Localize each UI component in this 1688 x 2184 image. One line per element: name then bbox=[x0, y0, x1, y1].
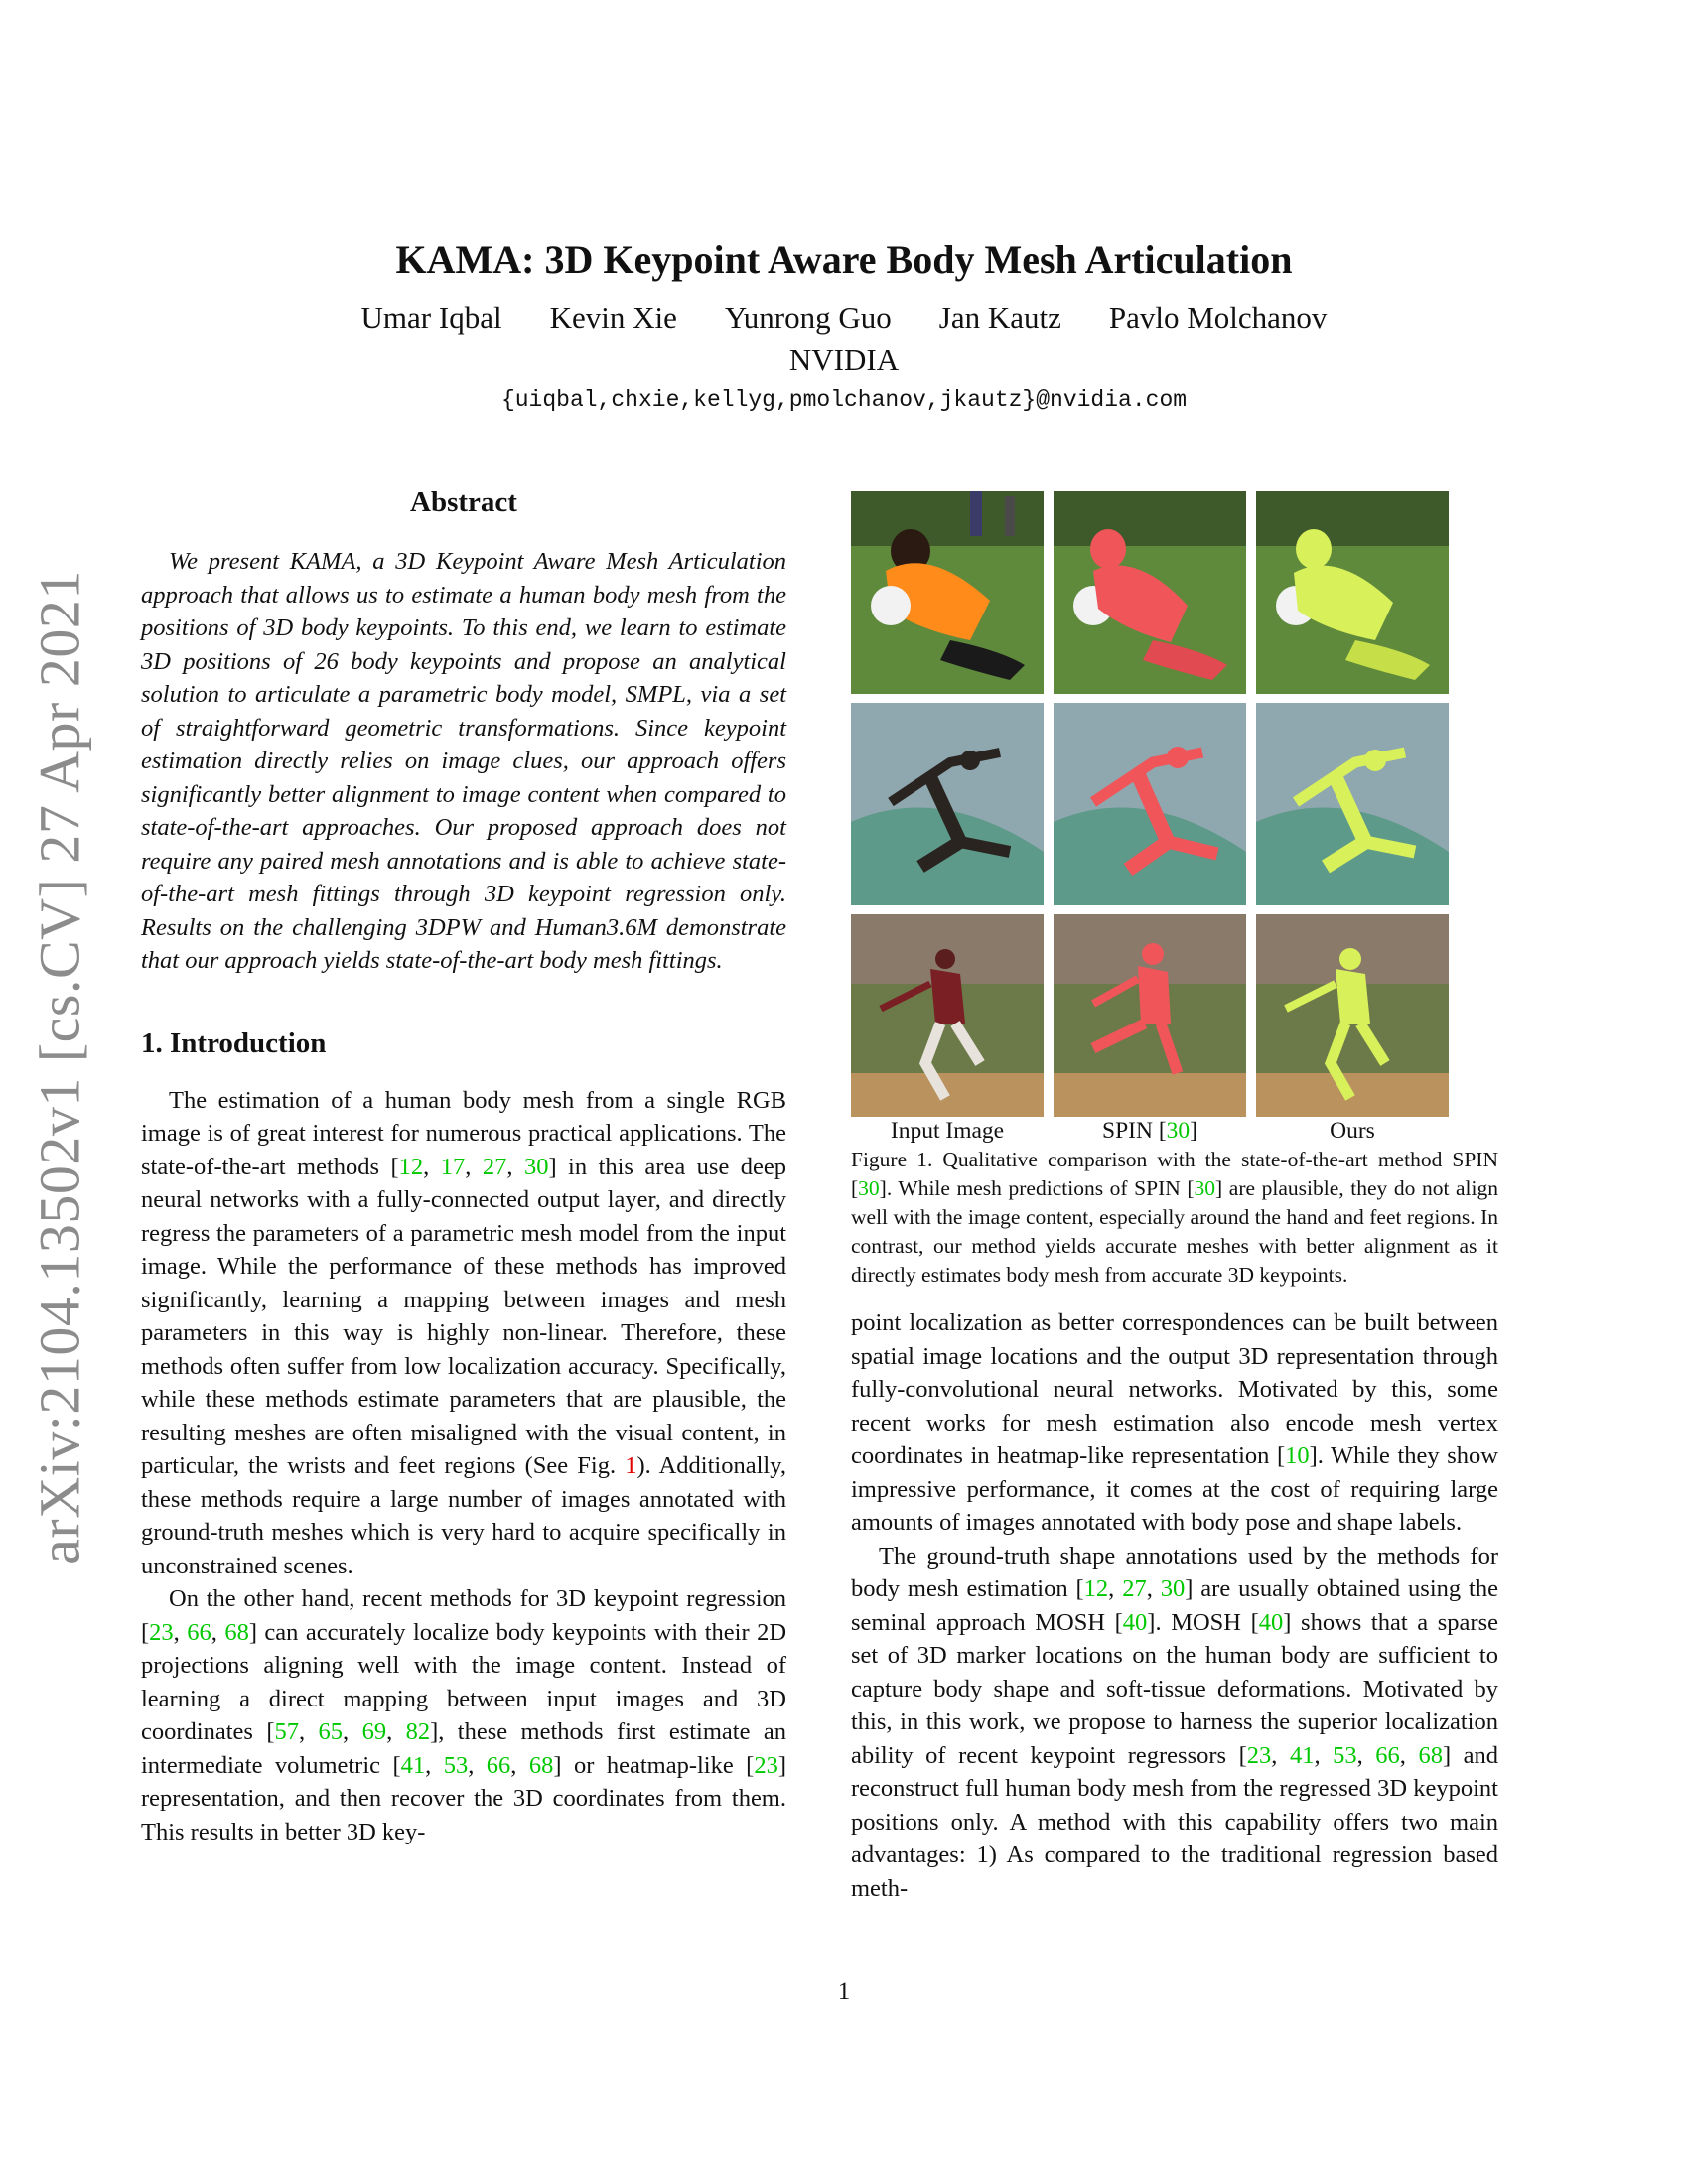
left-column bbox=[141, 486, 786, 1848]
citation-link[interactable]: 68 bbox=[1418, 1741, 1443, 1769]
citation-link[interactable]: 23 bbox=[754, 1751, 778, 1779]
ours-result-goalkeeper bbox=[1256, 491, 1449, 694]
introduction-heading: 1. Introduction bbox=[141, 1026, 327, 1059]
page-number: 1 bbox=[837, 1979, 851, 2005]
citation-link[interactable]: 53 bbox=[1333, 1741, 1357, 1769]
citation-link[interactable]: 53 bbox=[443, 1751, 469, 1779]
intro-paragraph-2-continued: point localization as better correspondences can be built between spatial image locations and the output 3D representation through fully-convolutional neural networks. Motivated by this, some recent works for mesh estimation also encode mesh vertex coordinates in heatmap-like representation [10]. While they show impressive performance, it comes at the cost of requiring large amounts of images annotated with body pose and shape labels. bbox=[851, 1309, 1498, 1536]
spin-result-pitcher bbox=[1054, 914, 1246, 1117]
citation-link[interactable]: 12 bbox=[1083, 1575, 1109, 1602]
citation-link[interactable]: 82 bbox=[405, 1718, 431, 1745]
citation-link[interactable]: 12 bbox=[398, 1153, 424, 1180]
input-image-pitcher bbox=[851, 914, 1044, 1117]
citation-link[interactable]: 10 bbox=[1285, 1442, 1310, 1469]
author-name: Yunrong Guo bbox=[724, 300, 892, 335]
right-column bbox=[851, 491, 1498, 1905]
citation-link[interactable]: 17 bbox=[440, 1153, 466, 1180]
citation-link[interactable]: 66 bbox=[1375, 1741, 1400, 1769]
abstract-text: We present KAMA, a 3D Keypoint Aware Mesh Articulation approach that allows us to estimate a human body mesh from the positions of 3D body keypoints. To this end, we learn to estimate 3D positions of 26 body keypoints and propose an analytical solution to articulate a parametric body model, SMPL, via a set of straightforward geometric transformations. Since keypoint estimation directly relies on image clues, our approach offers significantly better alignment to image content when compared to state-of-the-art approaches. Our proposed approach does not require any paired mesh annotations and is able to achieve state-of-the-art mesh fittings through 3D keypoint regression only. Results on the challenging 3DPW and Human3.6M demonstrate that our approach yields state-of-the-art body mesh fittings. bbox=[141, 548, 786, 974]
author-list bbox=[0, 300, 1688, 336]
citation-link[interactable]: 40 bbox=[1122, 1608, 1148, 1636]
citation-link[interactable]: 66 bbox=[187, 1618, 211, 1646]
ours-result-pitcher bbox=[1256, 914, 1449, 1117]
citation-link[interactable]: 66 bbox=[486, 1751, 511, 1779]
input-image-surfer bbox=[851, 703, 1044, 905]
citation-link[interactable]: 27 bbox=[1122, 1575, 1147, 1602]
citation-link[interactable]: 65 bbox=[318, 1718, 344, 1745]
paper-title: KAMA: 3D Keypoint Aware Body Mesh Articulation bbox=[395, 237, 1293, 282]
ours-result-surfer bbox=[1256, 703, 1449, 905]
arxiv-stamp bbox=[20, 571, 99, 1564]
citation-link[interactable]: 23 bbox=[149, 1618, 174, 1646]
figure-1 bbox=[851, 491, 1498, 1290]
citation-link[interactable]: 40 bbox=[1258, 1608, 1284, 1636]
citation-link[interactable]: 41 bbox=[1289, 1741, 1315, 1769]
author-emails: {uiqbal,chxie,kellyg,pmolchanov,jkautz}@nvidia.com bbox=[500, 387, 1188, 413]
citation-link[interactable]: 69 bbox=[361, 1718, 387, 1745]
citation-link[interactable]: 30 bbox=[1166, 1118, 1191, 1144]
citation-link[interactable]: 30 bbox=[1160, 1575, 1186, 1602]
author-name: Jan Kautz bbox=[938, 300, 1061, 335]
citation-link[interactable]: 57 bbox=[274, 1718, 299, 1745]
abstract-heading: Abstract bbox=[410, 486, 517, 518]
column-label-input: Input Image bbox=[890, 1118, 1005, 1144]
spin-result-goalkeeper bbox=[1054, 491, 1246, 694]
citation-link[interactable]: 30 bbox=[858, 1176, 880, 1200]
intro-paragraph-1: The estimation of a human body mesh from a single RGB image is of great interest for numerous practical applications. The state-of-the-art methods [12, 17, 27, 30] in this area use deep neural networks with a fully-connected output layer, and directly regress the parameters of a parametric mesh model from the input image. While the performance of these methods has improved significantly, learning a mapping between images and mesh parameters in this way is highly non-linear. Therefore, these methods often suffer from low localization accuracy. Specifically, while these methods estimate parameters that are plausible, the resulting meshes are often misaligned with the visual content, in particular, the wrists and feet regions (See Fig. 1). Additionally, these methods require a large number of images annotated with ground-truth meshes which is very hard to acquire specifically in unconstrained scenes. bbox=[141, 1086, 787, 1579]
citation-link[interactable]: 68 bbox=[528, 1751, 554, 1779]
input-image-goalkeeper bbox=[851, 491, 1044, 694]
column-label-spin: SPIN [30] bbox=[1102, 1118, 1197, 1144]
figure-reference-link[interactable]: 1 bbox=[625, 1452, 637, 1479]
arxiv-identifier: arXiv:2104.13502v1 [cs.CV] 27 Apr 2021 bbox=[27, 570, 92, 1565]
citation-link[interactable]: 27 bbox=[482, 1153, 507, 1180]
column-label-ours: Ours bbox=[1330, 1118, 1375, 1144]
spin-result-surfer bbox=[1054, 703, 1246, 905]
right-column-body bbox=[851, 1306, 1498, 1905]
citation-link[interactable]: 68 bbox=[224, 1618, 249, 1646]
affiliation: NVIDIA bbox=[788, 342, 900, 377]
intro-paragraph-3: The ground-truth shape annotations used by the methods for body mesh estimation [12, 27, 30] are usually obtained using the seminal approach MOSH [40]. MOSH [40] shows that a sparse set of 3D marker locations on the human body are sufficient to capture body shape and soft-tissue deformations. Motivated by this, in this work, we propose to harness the superior localization ability of recent keypoint regressors [23, 41, 53, 66, 68] and reconstruct full human body mesh from the regressed 3D keypoint positions only. A method with this capability offers two main advantages: 1) As compared to the traditional regression based meth- bbox=[851, 1542, 1499, 1902]
author-name: Umar Iqbal bbox=[360, 300, 502, 335]
figure-caption: Figure 1. Qualitative comparison with the state-of-the-art method SPIN [30]. While mesh predictions of SPIN [30] are plausible, they do not align well with the image content, especially around the hand and feet regions. In contrast, our method yields accurate meshes with better alignment as it directly estimates body mesh from accurate 3D keypoints. bbox=[851, 1148, 1498, 1287]
citation-link[interactable]: 30 bbox=[1194, 1176, 1216, 1200]
author-name: Pavlo Molchanov bbox=[1108, 300, 1328, 335]
figure-image-grid bbox=[851, 491, 1498, 1117]
citation-link[interactable]: 41 bbox=[400, 1751, 426, 1779]
citation-link[interactable]: 30 bbox=[523, 1153, 549, 1180]
figure-column-labels bbox=[851, 1118, 1498, 1144]
citation-link[interactable]: 23 bbox=[1246, 1741, 1272, 1769]
author-name: Kevin Xie bbox=[549, 300, 677, 335]
intro-paragraph-2: On the other hand, recent methods for 3D keypoint regression [23, 66, 68] can accurately localize body keypoints with their 2D projections aligning well with the image content. Instead of learning a direct mapping between input images and 3D coordinates [57, 65, 69, 82], these methods first estimate an intermediate volumetric [41, 53, 66, 68] or heatmap-like [23] representation, and then recover the 3D coordinates from them. This results in better 3D key- bbox=[141, 1585, 787, 1845]
